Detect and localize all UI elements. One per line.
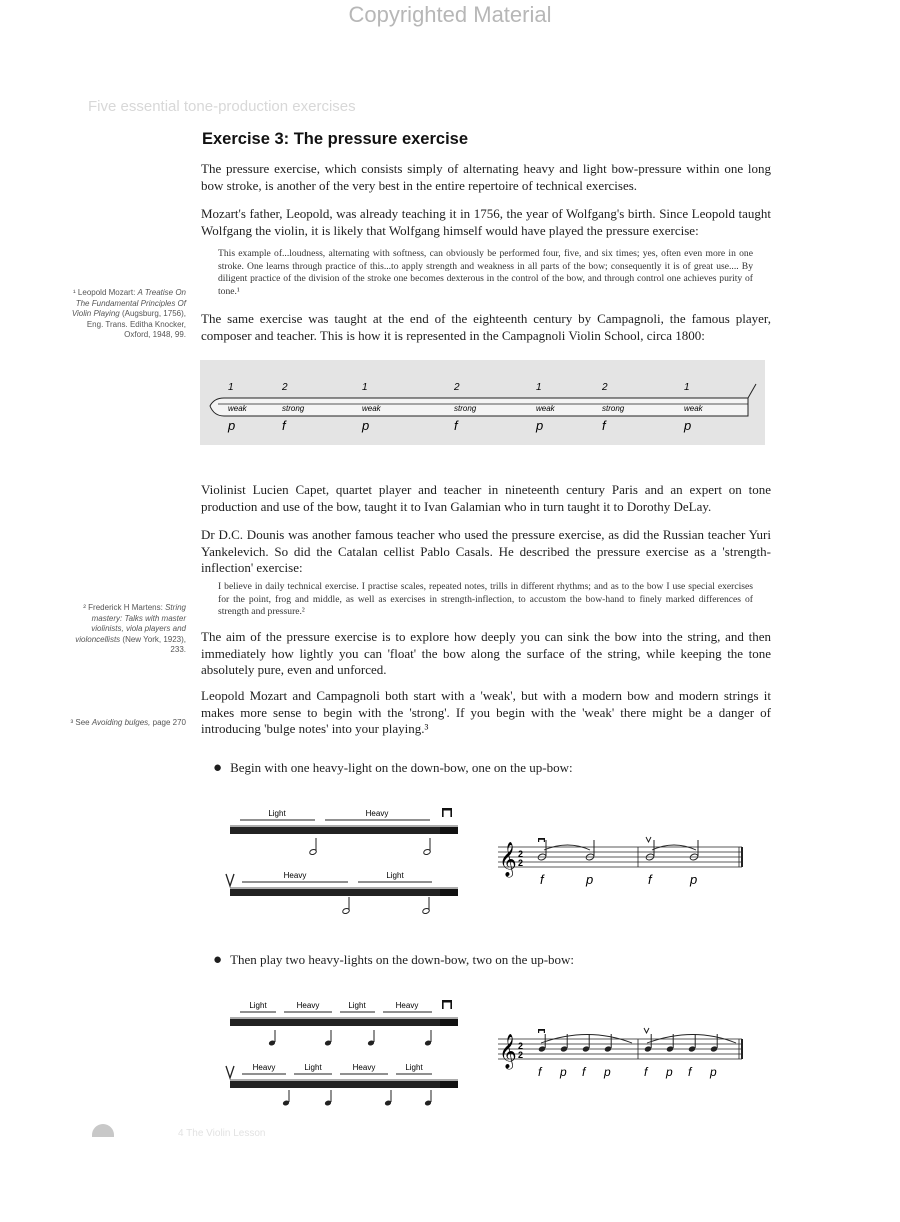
sidenote-3-title: Avoiding bulges, [91, 718, 151, 727]
half-note-icon [585, 840, 594, 861]
dynamic-mark: f [538, 1065, 542, 1079]
label-light: Light [348, 1001, 366, 1010]
label-light: Light [386, 871, 404, 880]
staff-lines [498, 847, 742, 867]
down-bow-row [230, 808, 458, 855]
campagnoli-word: weak [536, 404, 555, 413]
bow-bar-down [230, 827, 458, 834]
paragraph-capet: Violinist Lucien Capet, quartet player and teacher in nineteenth century Paris and an expert on tone production and use of the bow, taught it to Ivan Galamian who in turn taught it to Dorothy DeLay. [201, 482, 771, 514]
label-heavy: Heavy [296, 1001, 320, 1010]
up-bow-icon [226, 1066, 234, 1078]
half-note-icon [645, 840, 654, 861]
sidenote-1-author: ¹ Leopold Mozart: [73, 288, 136, 297]
quarter-note-icon [324, 1090, 332, 1106]
label-heavy: Heavy [395, 1001, 419, 1010]
dynamic-mark: p [666, 1065, 673, 1079]
down-bow-icon [442, 1000, 452, 1009]
quarter-note-icon [384, 1090, 392, 1106]
half-note-icon [689, 840, 698, 861]
campagnoli-number: 1 [536, 382, 542, 393]
paragraph-strong-first: Leopold Mozart and Campagnoli both start with a 'weak', but with a modern bow and modern strings it makes more sense to begin with the 'strong'. If you begin with the 'weak' there might be a danger of introducing 'bulge notes' into your playing.³ [201, 688, 771, 736]
dynamic-mark: p [604, 1065, 611, 1079]
up-bow-icon [226, 874, 234, 886]
dynamic-mark: f [540, 872, 544, 887]
up-bow-icon [646, 837, 651, 842]
quarter-note-icon [424, 1090, 432, 1106]
dynamic-mark: f [582, 1065, 586, 1079]
sidenote-1-title: A Treatise On The Fundamental Principles Of Violin Playing [71, 288, 186, 318]
sidenote-2 [70, 603, 186, 656]
campagnoli-word: weak [228, 404, 247, 413]
bullet-one-text: Begin with one heavy-light on the down-bow, one on the up-bow: [230, 760, 573, 775]
paragraph-campagnoli: The same exercise was taught at the end of the eighteenth century by Campagnoli, the famous player, composer and teacher. This is how it is represented in the Campagnoli Violin School, circa 1800: [201, 311, 771, 343]
paragraph-intro: The pressure exercise, which consists simply of alternating heavy and light bow-pressure within one long bow stroke, is another of the very best in the entire repertoire of technical exercises. [201, 161, 771, 193]
section-heading: Exercise 3: The pressure exercise [202, 130, 469, 148]
copyright-watermark: Copyrighted Material [348, 2, 552, 27]
campagnoli-word: weak [684, 404, 703, 413]
half-note-icon [537, 840, 546, 861]
quarter-note-icon [324, 1030, 332, 1046]
quote-leopold: This example of...loudness, alternating with softness, can obviously be performed four, five, and six times; yes, often even more in one stroke. One learns through practice of this...to apply strength and weakness in all parts of the bow; consequently it is of great use.... By diligent practice of the division of the stroke one becomes dexterous in the control of the bow, and through control one achieves purity of tone.¹ [218, 248, 753, 297]
campagnoli-number: 1 [362, 382, 368, 393]
campagnoli-number: 2 [454, 382, 460, 393]
campagnoli-dynamic: p [228, 418, 236, 433]
quarter-note-icon [367, 1030, 375, 1046]
campagnoli-word: strong [454, 404, 477, 413]
quarter-note-icon [424, 1030, 432, 1046]
quarter-note-icon [282, 1090, 290, 1106]
dynamic-mark: p [560, 1065, 567, 1079]
page-number-badge [92, 1124, 114, 1137]
up-bow-icon [644, 1028, 649, 1033]
sidenote-2-title: String mastery: Talks with master violinists, viola players and violoncellists [75, 603, 186, 644]
quarter-note-icon [582, 1034, 590, 1053]
running-head: Five essential tone-production exercises [88, 98, 356, 115]
up-bow-row [226, 1063, 458, 1106]
dynamic-mark: p [710, 1065, 717, 1079]
svg-text:2: 2 [518, 858, 524, 868]
bow-bar-up [230, 1081, 458, 1088]
sidenote-2-details: (New York, 1923), 233. [122, 634, 186, 654]
quote-casals: I believe in daily technical exercise. I practise scales, repeated notes, trills in different rhythms; and as to the bow I use special exercises for the point, frog and middle, as well as exercises in strength-inflection, to accustom the bow-hand to finely marked differences of strength and pressure.² [218, 581, 753, 618]
treble-clef-icon: 𝄞 [499, 843, 517, 876]
sidenote-1 [70, 288, 186, 341]
dynamic-mark: f [688, 1065, 692, 1079]
bullet-two-heavy-lights [213, 952, 574, 969]
paragraph-aim: The aim of the pressure exercise is to explore how deeply you can sink the bow into the string, and then immediately how lightly you can 'float' the bow along the surface of the string, while keeping the tone absolutely pure, even and unforced. [201, 629, 771, 677]
bullet-dot-icon: ● [213, 760, 223, 776]
campagnoli-number: 1 [684, 382, 690, 393]
label-heavy: Heavy [283, 871, 307, 880]
quarter-note-icon [422, 897, 430, 914]
down-bow-icon [538, 1029, 545, 1033]
label-light: Light [405, 1063, 423, 1072]
bullet-two-text: Then play two heavy-lights on the down-bow, two on the up-bow: [230, 952, 575, 967]
label-heavy: Heavy [252, 1063, 276, 1072]
campagnoli-word: weak [362, 404, 381, 413]
campagnoli-number: 2 [282, 382, 288, 393]
quarter-note-icon [538, 1034, 546, 1053]
up-bow-row [226, 871, 458, 914]
campagnoli-bow-diagram [200, 360, 765, 445]
campagnoli-dynamic: p [536, 418, 544, 433]
campagnoli-dynamic: p [362, 418, 370, 433]
campagnoli-dynamic: f [282, 418, 286, 433]
dynamic-mark: f [648, 872, 652, 887]
quarter-note-icon [342, 897, 350, 914]
dynamic-mark: f [644, 1065, 648, 1079]
quarter-note-icon [309, 838, 317, 855]
sidenote-3 [70, 718, 186, 729]
exercise-diagram-1 [220, 800, 760, 920]
campagnoli-dynamic: f [454, 418, 458, 433]
campagnoli-dynamic: p [684, 418, 692, 433]
label-light: Light [268, 809, 286, 818]
label-light: Light [304, 1063, 322, 1072]
paragraph-leopold: Mozart's father, Leopold, was already teaching it in 1756, the year of Wolfgang's birth. Since Leopold taught Wolfgang the violin, it is likely that Wolfgang himself would have played the pressure exercise: [201, 206, 771, 238]
bullet-dot-icon: ● [213, 952, 223, 968]
dynamic-marks [538, 1065, 717, 1079]
sidenote-1-details: (Augsburg, 1756), Eng. Trans. Editha Knocker, Oxford, 1948, 99. [86, 309, 186, 339]
down-bow-icon [442, 808, 452, 817]
bow-bar-up [230, 889, 458, 896]
quarter-note-icon [268, 1030, 276, 1046]
label-heavy: Heavy [365, 809, 389, 818]
staff-notation [498, 837, 742, 887]
down-bow-icon [538, 838, 545, 842]
campagnoli-word: strong [282, 404, 305, 413]
svg-text:2: 2 [518, 1050, 524, 1060]
time-signature: 2 [518, 1041, 524, 1051]
time-signature: 2 [518, 849, 524, 859]
slur [544, 845, 590, 850]
exercise-diagram-2 [220, 992, 760, 1112]
down-bow-row [230, 1000, 458, 1046]
campagnoli-word: strong [602, 404, 625, 413]
staff-notation [498, 1028, 742, 1079]
paragraph-dounis: Dr D.C. Dounis was another famous teacher who used the pressure exercise, as did the Russian teacher Yuri Yankelevich. So did the Catalan cellist Pablo Casals. He described the pressure exercise as a 'strength-inflection' exercise: [201, 527, 771, 575]
campagnoli-number: 1 [228, 382, 234, 393]
label-light: Light [249, 1001, 267, 1010]
sidenote-2-author: ² Frederick H Martens: [83, 603, 163, 612]
bow-bar-down [230, 1019, 458, 1026]
quarter-note-icon [644, 1034, 652, 1053]
label-heavy: Heavy [352, 1063, 376, 1072]
quarter-note-icon [423, 838, 431, 855]
footer-title: 4 The Violin Lesson [178, 1128, 266, 1139]
bullet-one-heavy-light [213, 760, 573, 777]
staff-lines [498, 1039, 742, 1059]
campagnoli-dynamic: f [602, 418, 606, 433]
dynamic-mark: p [586, 872, 594, 887]
quarter-note-icon [688, 1034, 696, 1053]
sidenote-3-page: page 270 [152, 718, 186, 727]
treble-clef-icon: 𝄞 [499, 1035, 517, 1068]
dynamic-mark: p [690, 872, 698, 887]
slur [652, 845, 696, 850]
campagnoli-number: 2 [602, 382, 608, 393]
sidenote-3-pre: ³ See [70, 718, 90, 727]
